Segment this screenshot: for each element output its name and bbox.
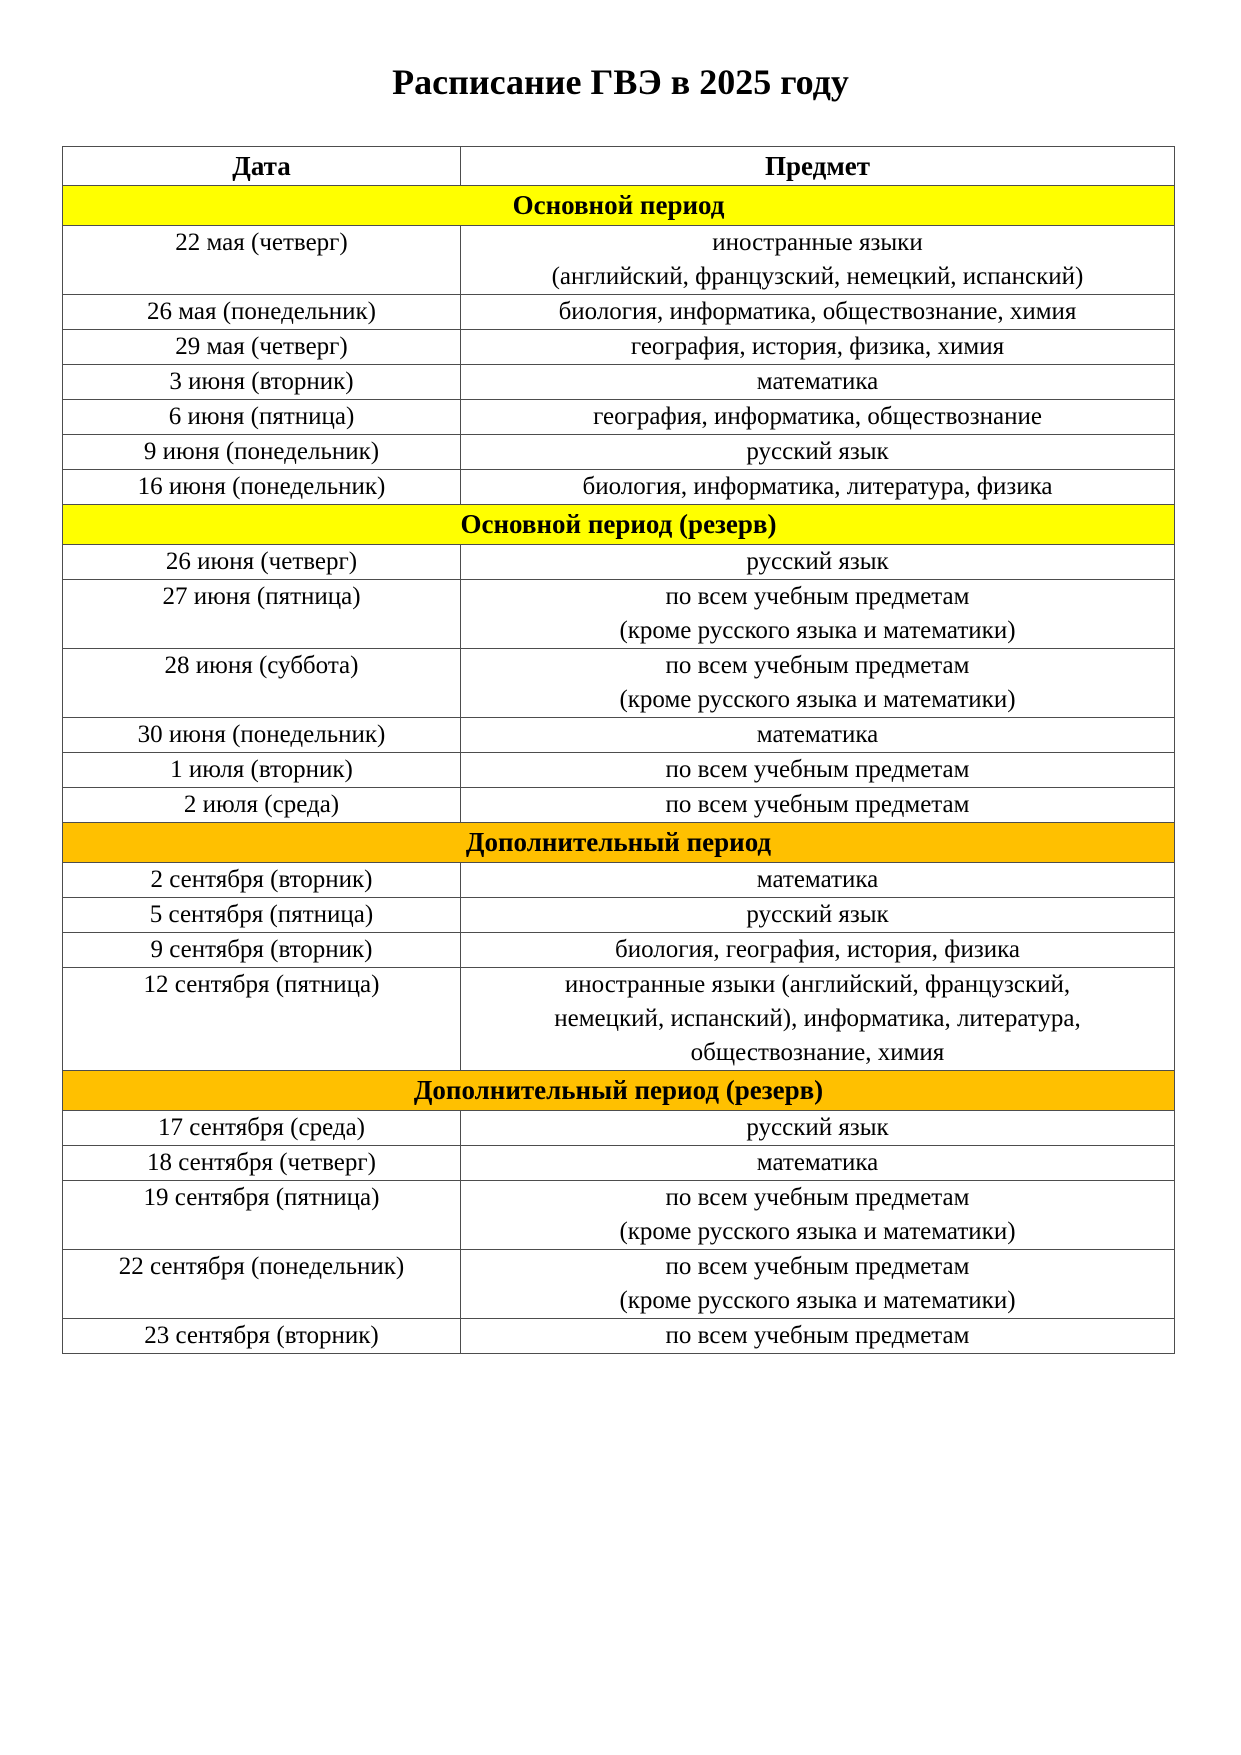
date-cell: 22 мая (четверг)	[63, 226, 461, 295]
table-row	[63, 1319, 1175, 1354]
subject-cell: русский язык	[461, 435, 1175, 470]
table-row	[63, 788, 1175, 823]
date-cell: 6 июня (пятница)	[63, 400, 461, 435]
subject-cell: по всем учебным предметам (кроме русского языка и математики)	[461, 1181, 1175, 1250]
section-row	[63, 823, 1175, 863]
date-cell: 3 июня (вторник)	[63, 365, 461, 400]
subject-cell: по всем учебным предметам (кроме русского языка и математики)	[461, 649, 1175, 718]
date-cell: 16 июня (понедельник)	[63, 470, 461, 505]
table-row	[63, 649, 1175, 718]
date-cell: 22 сентября (понедельник)	[63, 1250, 461, 1319]
table-row	[63, 1111, 1175, 1146]
subject-cell: биология, информатика, литература, физика	[461, 470, 1175, 505]
table-row	[63, 580, 1175, 649]
date-cell: 2 июля (среда)	[63, 788, 461, 823]
date-cell: 26 мая (понедельник)	[63, 295, 461, 330]
table-row	[63, 295, 1175, 330]
date-cell: 5 сентября (пятница)	[63, 898, 461, 933]
subject-cell: математика	[461, 718, 1175, 753]
date-cell: 17 сентября (среда)	[63, 1111, 461, 1146]
section-row	[63, 505, 1175, 545]
date-cell: 29 мая (четверг)	[63, 330, 461, 365]
date-cell: 2 сентября (вторник)	[63, 863, 461, 898]
section-title: Основной период	[63, 186, 1175, 226]
subject-cell: по всем учебным предметам (кроме русского языка и математики)	[461, 1250, 1175, 1319]
date-cell: 9 июня (понедельник)	[63, 435, 461, 470]
table-row	[63, 933, 1175, 968]
table-row	[63, 753, 1175, 788]
page-title: Расписание ГВЭ в 2025 году	[392, 62, 849, 102]
table-row	[63, 365, 1175, 400]
date-cell: 28 июня (суббота)	[63, 649, 461, 718]
table-row	[63, 470, 1175, 505]
exam-schedule-table	[62, 146, 1175, 1354]
subject-cell: русский язык	[461, 898, 1175, 933]
table-row	[63, 1146, 1175, 1181]
table-row	[63, 226, 1175, 295]
date-cell: 19 сентября (пятница)	[63, 1181, 461, 1250]
table-row	[63, 863, 1175, 898]
table-row	[63, 400, 1175, 435]
date-cell: 30 июня (понедельник)	[63, 718, 461, 753]
column-header-subject: Предмет	[461, 147, 1175, 186]
date-cell: 26 июня (четверг)	[63, 545, 461, 580]
subject-cell: биология, география, история, физика	[461, 933, 1175, 968]
subject-cell: по всем учебным предметам (кроме русского языка и математики)	[461, 580, 1175, 649]
date-cell: 18 сентября (четверг)	[63, 1146, 461, 1181]
table-row	[63, 898, 1175, 933]
subject-cell: иностранные языки (английский, французский, немецкий, испанский)	[461, 226, 1175, 295]
date-cell: 23 сентября (вторник)	[63, 1319, 461, 1354]
table-row	[63, 1181, 1175, 1250]
date-cell: 9 сентября (вторник)	[63, 933, 461, 968]
subject-cell: биология, информатика, обществознание, химия	[461, 295, 1175, 330]
table-row	[63, 435, 1175, 470]
subject-cell: иностранные языки (английский, французский, немецкий, испанский), информатика, литература, обществознание, химия	[461, 968, 1175, 1071]
table-header-row	[63, 147, 1175, 186]
table-row	[63, 545, 1175, 580]
subject-cell: география, информатика, обществознание	[461, 400, 1175, 435]
subject-cell: по всем учебным предметам	[461, 753, 1175, 788]
subject-cell: по всем учебным предметам	[461, 1319, 1175, 1354]
date-cell: 12 сентября (пятница)	[63, 968, 461, 1071]
table-row	[63, 968, 1175, 1071]
subject-cell: математика	[461, 365, 1175, 400]
section-title: Основной период (резерв)	[63, 505, 1175, 545]
table-row	[63, 330, 1175, 365]
table-row	[63, 1250, 1175, 1319]
subject-cell: география, история, физика, химия	[461, 330, 1175, 365]
subject-cell: математика	[461, 1146, 1175, 1181]
section-row	[63, 1071, 1175, 1111]
subject-cell: русский язык	[461, 545, 1175, 580]
table-body	[63, 186, 1175, 1354]
section-title: Дополнительный период (резерв)	[63, 1071, 1175, 1111]
subject-cell: математика	[461, 863, 1175, 898]
section-title: Дополнительный период	[63, 823, 1175, 863]
section-row	[63, 186, 1175, 226]
date-cell: 1 июля (вторник)	[63, 753, 461, 788]
column-header-date: Дата	[63, 147, 461, 186]
subject-cell: русский язык	[461, 1111, 1175, 1146]
subject-cell: по всем учебным предметам	[461, 788, 1175, 823]
date-cell: 27 июня (пятница)	[63, 580, 461, 649]
table-row	[63, 718, 1175, 753]
